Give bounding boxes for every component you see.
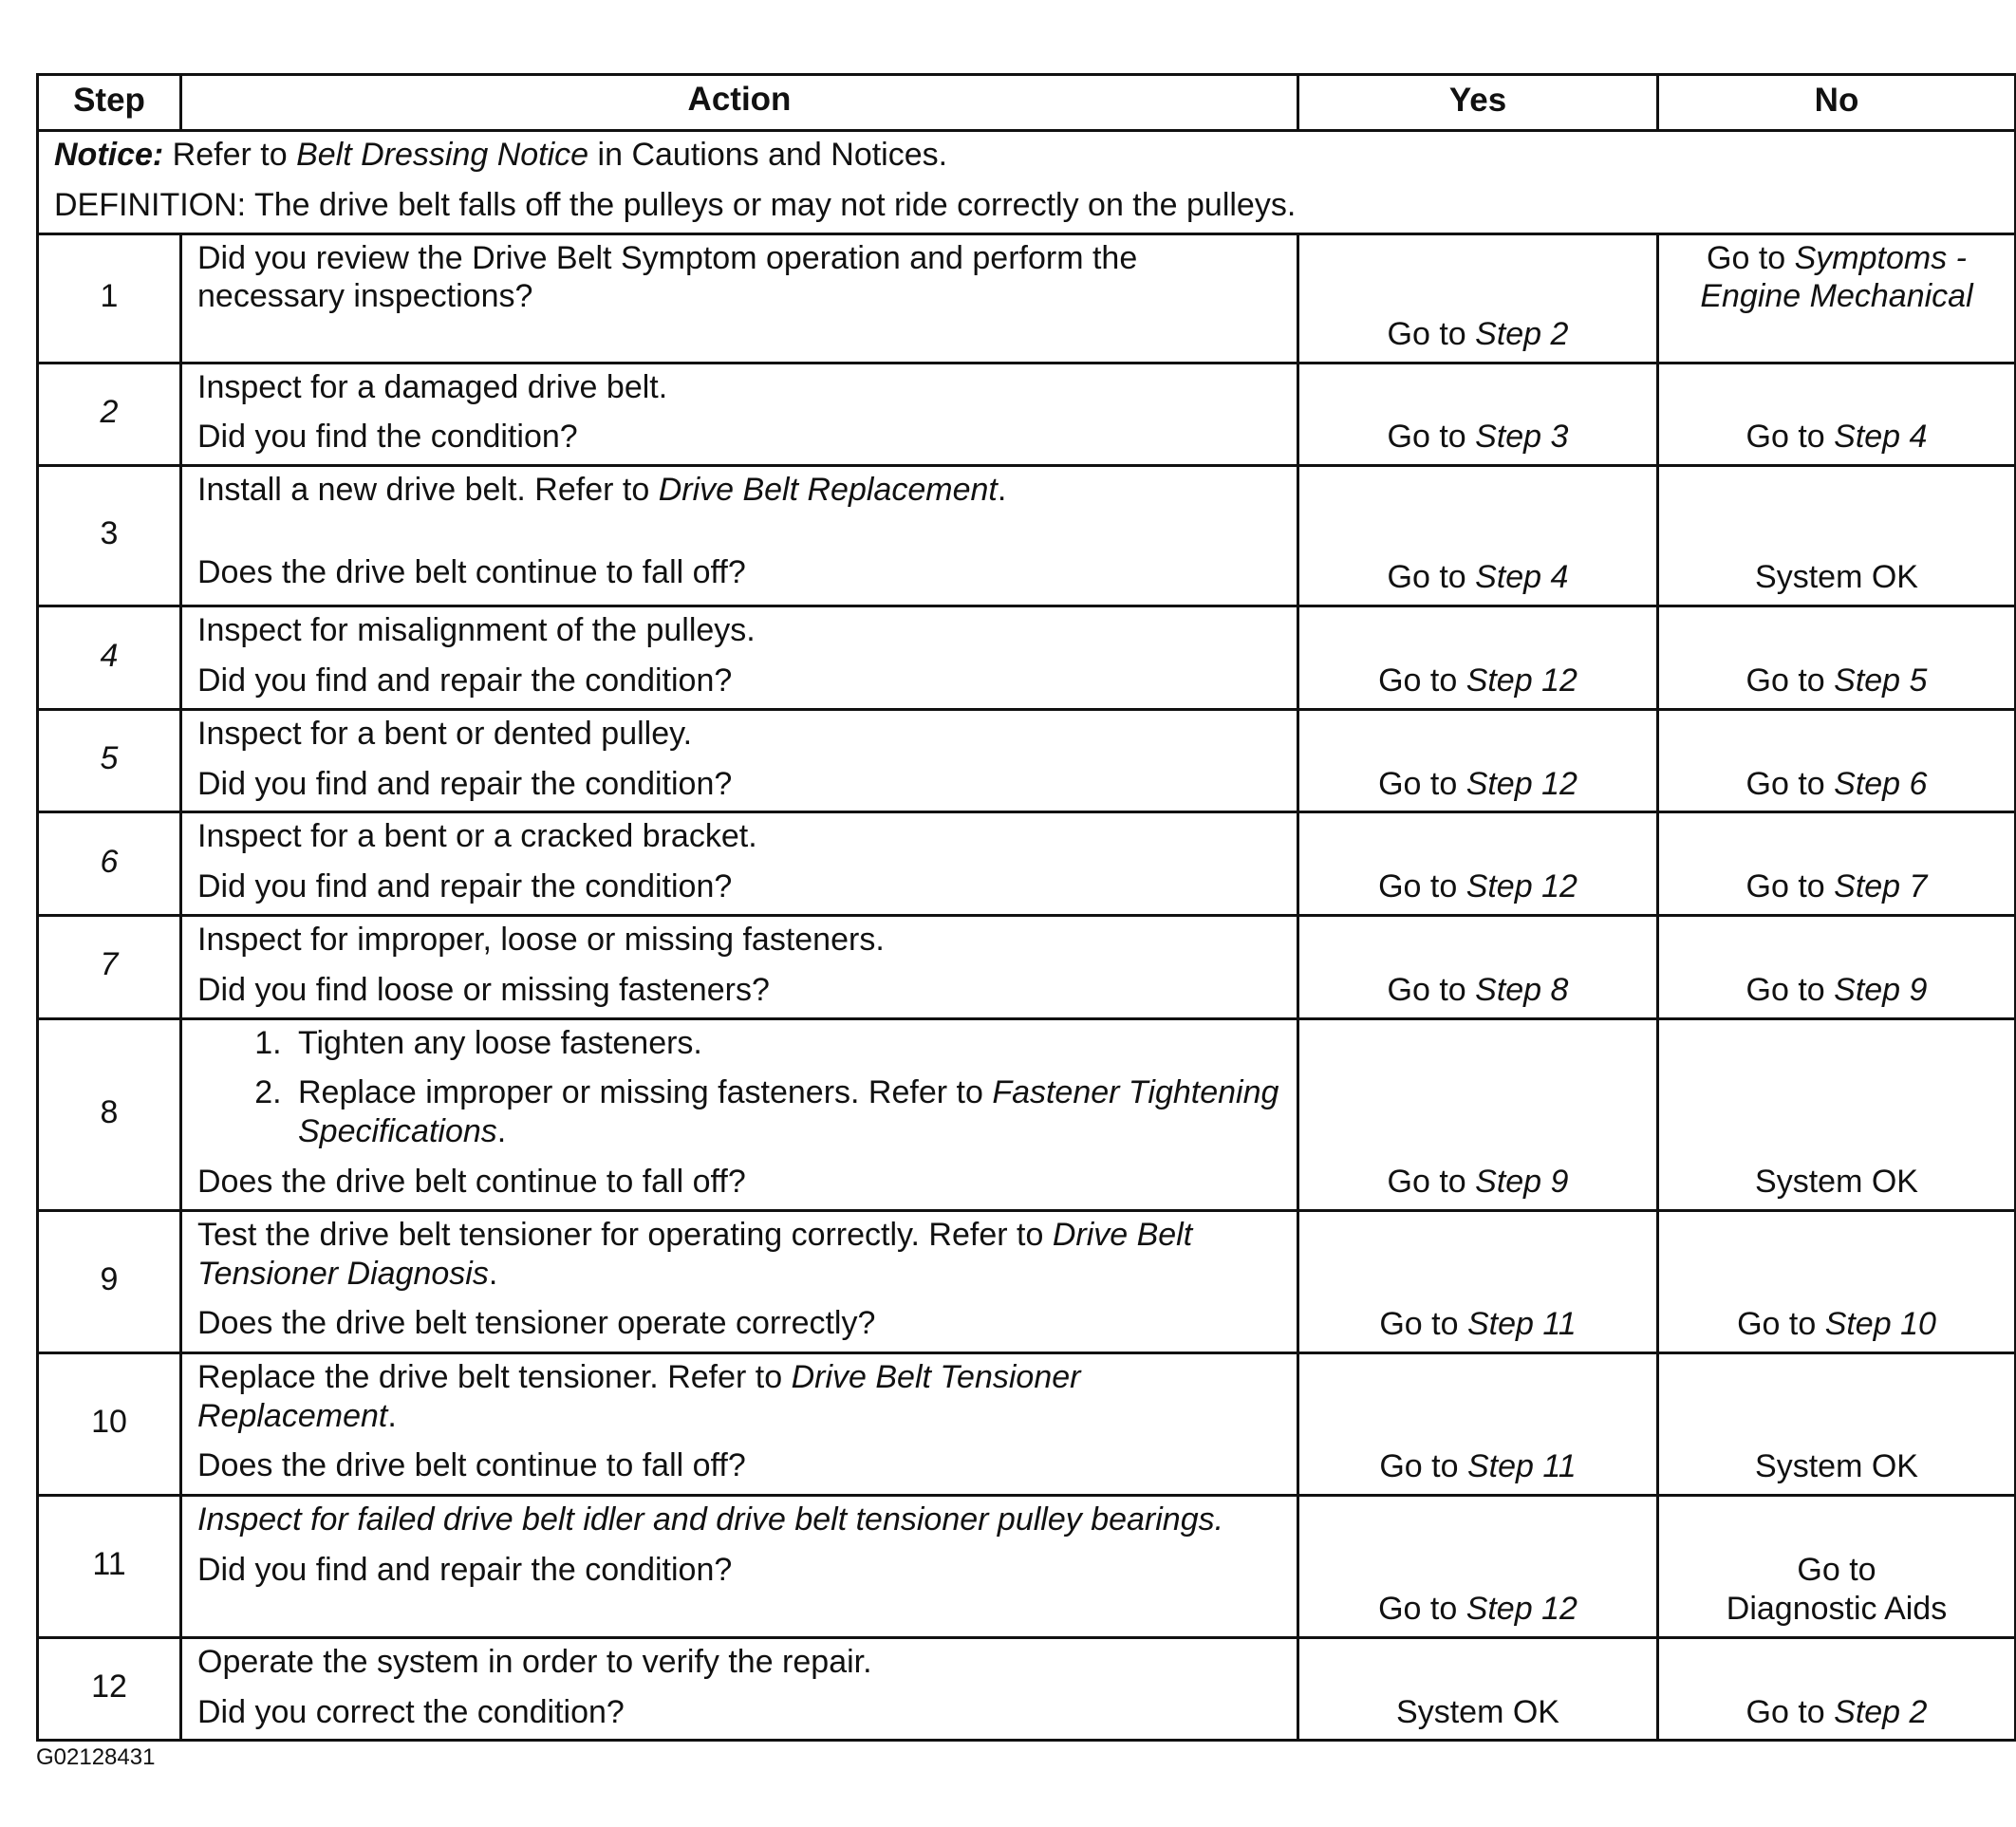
no-link[interactable]: Step 4: [1834, 419, 1928, 456]
no-pre: Go to: [1745, 1693, 1835, 1730]
header-yes: Yes: [1298, 75, 1658, 131]
notice-label: Notice:: [54, 137, 164, 173]
instruction-post: .: [488, 1255, 498, 1292]
action-instruction: [197, 1216, 1281, 1294]
table-row: [38, 466, 2016, 606]
instruction-link[interactable]: Drive Belt Replacement: [658, 472, 998, 509]
no-cell: [1658, 1495, 2016, 1637]
no-cell: System OK: [1658, 1018, 2016, 1210]
no-link[interactable]: Step 6: [1834, 765, 1928, 802]
yes-cell: [1298, 1018, 1658, 1210]
yes-cell: [1298, 466, 1658, 606]
no-cell: [1658, 915, 2016, 1018]
no-link[interactable]: Step 5: [1834, 662, 1928, 699]
step-number: [38, 915, 181, 1018]
yes-link[interactable]: Step 11: [1466, 1305, 1577, 1342]
action-cell: [181, 1495, 1298, 1637]
yes-cell: [1298, 709, 1658, 812]
no-pre: Go to: [1745, 419, 1835, 456]
yes-pre: Go to: [1387, 419, 1476, 456]
yes-link[interactable]: Step 8: [1475, 971, 1569, 1008]
action-cell: [181, 915, 1298, 1018]
step-number: 8: [38, 1018, 181, 1210]
yes-pre: Go to: [1378, 765, 1466, 802]
step-number: 9: [38, 1210, 181, 1352]
yes-cell: [1298, 233, 1658, 363]
step-number: 10: [38, 1352, 181, 1495]
no-cell: [1658, 709, 2016, 812]
action-instruction: [197, 1358, 1281, 1436]
no-pre: Go to: [1707, 239, 1795, 276]
action-list: [197, 1024, 1281, 1151]
table-row: [38, 1495, 2016, 1637]
instruction-link[interactable]: Drive Belt Tensioner Diagnosis: [197, 1216, 1193, 1292]
action-inspect: Inspect for a damaged drive belt.: [197, 368, 668, 405]
yes-link[interactable]: Step 3: [1475, 419, 1569, 456]
no-link[interactable]: Symptoms - Engine Mechanical: [1700, 239, 1973, 315]
action-question: Did you find and repair the condition?: [197, 662, 733, 699]
step-number: 11: [38, 1495, 181, 1637]
instruction-pre: Replace the drive belt tensioner. Refer to: [197, 1358, 792, 1395]
action-cell: [181, 363, 1298, 466]
yes-cell: System OK: [1298, 1637, 1658, 1741]
step-number-text: 5: [100, 740, 119, 777]
action-instruction: [197, 471, 1281, 510]
action-question: Did you find and repair the condition?: [197, 765, 733, 802]
action-cell: [181, 606, 1298, 710]
action-cell: [181, 812, 1298, 916]
yes-pre: Go to: [1387, 971, 1476, 1008]
table-row: [38, 363, 2016, 466]
action-question: Did you find and repair the condition?: [197, 1551, 733, 1588]
notice-cell: [38, 131, 2016, 234]
yes-cell: [1298, 1495, 1658, 1637]
action-question: Does the drive belt tensioner operate correctly?: [197, 1305, 876, 1342]
yes-cell: [1298, 915, 1658, 1018]
yes-pre: Go to: [1387, 1163, 1476, 1200]
instruction-pre: Test the drive belt tensioner for operating correctly. Refer to: [197, 1216, 1053, 1253]
no-pre: Go to: [1745, 765, 1835, 802]
instruction-pre: Install a new drive belt. Refer to: [197, 472, 659, 509]
yes-link[interactable]: Step 12: [1465, 765, 1577, 802]
yes-link[interactable]: Step 12: [1465, 1590, 1577, 1627]
no-cell: [1658, 363, 2016, 466]
no-cell: [1658, 1637, 2016, 1741]
table-row: [38, 1018, 2016, 1210]
step-number: 12: [38, 1637, 181, 1741]
instruction-post: .: [997, 472, 1007, 509]
table-header-row: [38, 75, 2016, 131]
no-pre: Go to: [1737, 1305, 1825, 1342]
action-question: Does the drive belt continue to fall off?: [197, 553, 746, 590]
step-number-text: 2: [100, 393, 119, 430]
step-number: [38, 363, 181, 466]
diagnostic-table: [36, 73, 2016, 1742]
no-line2[interactable]: Diagnostic Aids: [1726, 1590, 1948, 1627]
item-pre: Replace improper or missing fasteners. Refer to: [298, 1074, 993, 1111]
yes-cell: [1298, 1210, 1658, 1352]
no-cell: [1658, 606, 2016, 710]
spacer: [197, 521, 1281, 553]
action-question: Did you find loose or missing fasteners?: [197, 971, 770, 1008]
action-inspect: Operate the system in order to verify the repair.: [197, 1643, 872, 1680]
no-cell: [1658, 812, 2016, 916]
action-inspect: Inspect for a bent or dented pulley.: [197, 715, 693, 752]
table-row: [38, 606, 2016, 710]
yes-link[interactable]: Step 2: [1475, 315, 1569, 352]
no-pre: Go to: [1745, 971, 1835, 1008]
no-link[interactable]: Step 9: [1834, 971, 1928, 1008]
no-pre: Go to: [1745, 868, 1835, 905]
table-row: [38, 915, 2016, 1018]
yes-pre: Go to: [1387, 559, 1476, 596]
notice-text: [54, 136, 1999, 175]
notice-post: in Cautions and Notices.: [588, 137, 948, 173]
action-question: Does the drive belt continue to fall off?: [197, 1163, 746, 1200]
no-pre: Go to: [1745, 662, 1835, 699]
action-inspect: Inspect for a bent or a cracked bracket.: [197, 818, 757, 855]
yes-cell: [1298, 606, 1658, 710]
step-number: [38, 812, 181, 916]
no-cell: System OK: [1658, 1352, 2016, 1495]
instruction-post: .: [387, 1397, 397, 1434]
header-action: Action: [181, 75, 1298, 131]
yes-cell: [1298, 1352, 1658, 1495]
action-cell: [181, 1210, 1298, 1352]
no-cell: System OK: [1658, 466, 2016, 606]
action-question: Did you find the condition?: [197, 419, 578, 456]
action-inspect: Inspect for misalignment of the pulleys.: [197, 612, 756, 649]
action-cell: [181, 1352, 1298, 1495]
step-number-text: 6: [100, 843, 119, 880]
action-inspect-text: Inspect for failed drive belt idler and drive belt tensioner pulley bearings.: [197, 1501, 1224, 1538]
action-cell: [181, 1018, 1298, 1210]
action-question: Does the drive belt continue to fall off?: [197, 1447, 746, 1484]
no-line1: Go to: [1797, 1552, 1876, 1589]
action-question: Did you review the Drive Belt Symptom operation and perform the necessary inspections?: [197, 239, 1138, 315]
step-number: [38, 709, 181, 812]
yes-pre: Go to: [1387, 315, 1476, 352]
step-number-text: 4: [100, 637, 119, 674]
yes-link[interactable]: Step 12: [1465, 868, 1577, 905]
action-cell: [181, 709, 1298, 812]
table-row: [38, 1210, 2016, 1352]
yes-cell: [1298, 812, 1658, 916]
action-cell: [181, 1637, 1298, 1741]
list-item: 1. Tighten any loose fasteners.: [290, 1024, 1281, 1063]
yes-link[interactable]: Step 4: [1475, 559, 1569, 596]
action-cell: [181, 233, 1298, 363]
yes-cell: [1298, 363, 1658, 466]
yes-pre: Go to: [1379, 1305, 1467, 1342]
step-number: 3: [38, 466, 181, 606]
instruction-link[interactable]: Drive Belt Tensioner Replacement: [197, 1358, 1081, 1434]
table-row: [38, 709, 2016, 812]
table-row: [38, 1637, 2016, 1741]
yes-pre: Go to: [1378, 868, 1466, 905]
figure-code: G02128431: [36, 1744, 156, 1770]
notice-pre: Refer to: [163, 137, 297, 173]
no-cell: [1658, 233, 2016, 363]
action-inspect: Inspect for improper, loose or missing fasteners.: [197, 921, 885, 958]
step-number: 1: [38, 233, 181, 363]
no-link[interactable]: Step 10: [1824, 1305, 1936, 1342]
table-row: [38, 233, 2016, 363]
step-number-text: 7: [100, 946, 119, 983]
table-row: [38, 812, 2016, 916]
yes-link[interactable]: Step 12: [1465, 662, 1577, 699]
header-step: Step: [38, 75, 181, 131]
yes-link[interactable]: Step 9: [1475, 1163, 1569, 1200]
yes-pre: Go to: [1378, 1590, 1466, 1627]
yes-pre: Go to: [1379, 1447, 1467, 1484]
action-cell: [181, 466, 1298, 606]
action-question: Did you find and repair the condition?: [197, 868, 733, 905]
notice-row: [38, 131, 2016, 234]
header-no: No: [1658, 75, 2016, 131]
yes-pre: Go to: [1378, 662, 1466, 699]
yes-link[interactable]: Step 11: [1466, 1447, 1577, 1484]
definition-text: DEFINITION: The drive belt falls off the pulleys or may not ride correctly on the pulleys.: [54, 186, 1297, 223]
list-item: [290, 1073, 1281, 1151]
item-post: .: [496, 1113, 507, 1150]
no-link[interactable]: Step 2: [1834, 1693, 1928, 1730]
no-cell: [1658, 1210, 2016, 1352]
no-link[interactable]: Step 7: [1834, 868, 1928, 905]
step-number: [38, 606, 181, 710]
action-inspect: [197, 1501, 1281, 1539]
notice-link[interactable]: Belt Dressing Notice: [296, 137, 589, 173]
table-row: [38, 1352, 2016, 1495]
item-link[interactable]: Fastener Tightening Specifications: [298, 1074, 1279, 1150]
action-question: Did you correct the condition?: [197, 1693, 625, 1730]
